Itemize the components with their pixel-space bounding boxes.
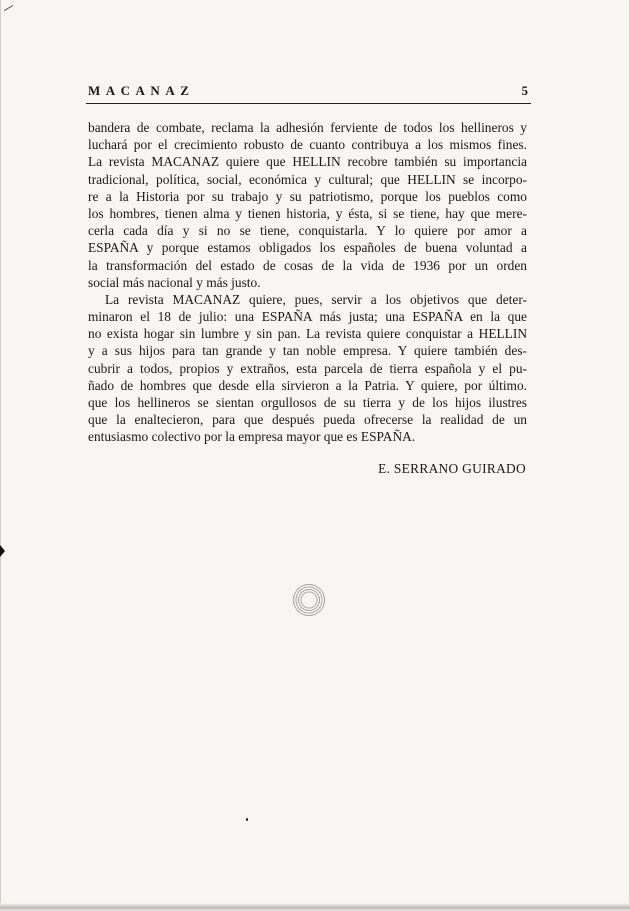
text-line: ñado de hombres que desde ella sirvieron a la Patria. Y quiere, por último.	[88, 377, 527, 393]
author-signature: E. SERRANO GUIRADO	[378, 461, 526, 476]
text-line: que la enaltecieron, para que después pueda ofrecerse la realidad de un	[88, 412, 527, 428]
page-edge-left	[0, 0, 1, 911]
text-line: no exista hogar sin lumbre y sin pan. La revista quiere conquistar a HELLIN	[88, 326, 527, 342]
text-line: social más nacional y más justo.	[88, 274, 261, 290]
header-rule	[86, 103, 531, 104]
text-line: bandera de combate, reclama la adhesión ferviente de todos los hellineros y	[88, 120, 527, 135]
text-line: que los hellineros se sientan orgullosos de su tierra y de los hijos ilustres	[88, 395, 527, 410]
ink-speck	[246, 818, 248, 821]
text-line: entusiasmo colectivo por la empresa mayor que es ESPAÑA.	[88, 429, 416, 445]
header-title: MACANAZ	[88, 83, 195, 98]
text-line: re a la Historia por su trabajo y su patriotismo, porque los pueblos como	[88, 188, 527, 204]
corner-mark	[1, 0, 13, 11]
ornament-icon	[292, 583, 326, 617]
article-body	[88, 119, 527, 446]
paragraph-1	[88, 119, 527, 291]
running-header	[88, 83, 528, 103]
text-line: luchará por el crecimiento robusto de cuanto contribuya a los mismos fines.	[88, 137, 527, 153]
text-line: La revista MACANAZ quiere que HELLIN recobre también su importancia	[88, 154, 527, 170]
edge-arrow-icon	[0, 545, 5, 557]
text-line: y a sus hijos para tan grande y tan noble empresa. Y quiere también des-	[88, 343, 527, 359]
page-number: 5	[521, 83, 528, 98]
text-line: ESPAÑA y porque estamos obligados los españoles de buena voluntad a	[88, 240, 527, 256]
text-line: tradicional, política, social, económica y cultural; que HELLIN se incorpo-	[88, 171, 527, 187]
text-line: la transformación del estado de cosas de la vida de 1936 por un orden	[88, 257, 527, 273]
text-line: cerla cada día y si no se tiene, conquistarla. Y lo quiere por amor a	[88, 223, 527, 239]
text-line: minaron el 18 de julio: una ESPAÑA más justa; una ESPAÑA en la que	[88, 309, 527, 325]
page-bottom-edge	[0, 903, 630, 911]
paragraph-2	[88, 291, 527, 446]
text-line: los hombres, tienen alma y tienen historia, y ésta, si se tiene, hay que mere-	[88, 205, 527, 221]
text-line: La revista MACANAZ quiere, pues, servir a los objetivos que deter-	[105, 291, 527, 307]
text-line: cubrir a todos, propios y extraños, esta parcela de tierra española y el pu-	[88, 360, 527, 376]
